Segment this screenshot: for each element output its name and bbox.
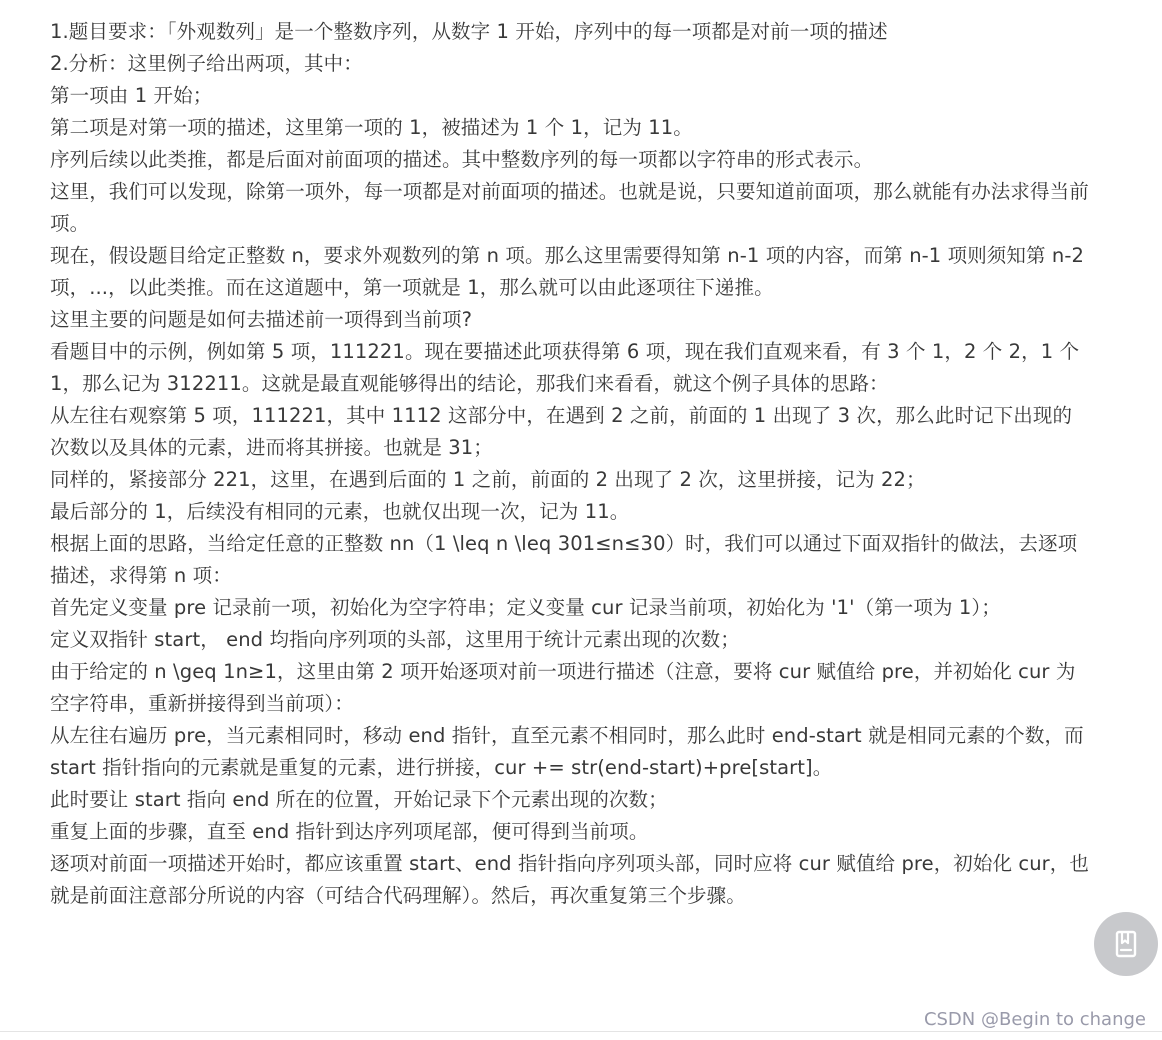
paragraph: 第二项是对第一项的描述，这里第一项的 1，被描述为 1 个 1，记为 11。 xyxy=(50,116,693,139)
paragraph: 从左往右观察第 5 项，111221，其中 1112 这部分中，在遇到 2 之前，前面的 1 出现了 3 次，那么此时记下出现的次数以及具体的元素，进而将其拼接。也就是 31； xyxy=(50,404,1073,459)
paragraph: 最后部分的 1，后续没有相同的元素，也就仅出现一次，记为 11。 xyxy=(50,500,630,523)
article-body xyxy=(50,16,1090,912)
paragraph: 由于给定的 n \geq 1n≥1，这里由第 2 项开始逐项对前一项进行描述（注意，要将 cur 赋值给 pre，并初始化 cur 为空字符串，重新拼接得到当前项）： xyxy=(50,660,1076,715)
paragraph: 这里，我们可以发现，除第一项外，每一项都是对前面项的描述。也就是说，只要知道前面项，那么就能有办法求得当前项。 xyxy=(50,180,1089,235)
paragraph: 同样的，紧接部分 221，这里，在遇到后面的 1 之前，前面的 2 出现了 2 次，这里拼接，记为 22； xyxy=(50,468,926,491)
paragraph: 定义双指针 start， end 均指向序列项的头部，这里用于统计元素出现的次数； xyxy=(50,628,740,651)
paragraph: 从左往右遍历 pre，当元素相同时，移动 end 指针，直至元素不相同时，那么此时 end-start 就是相同元素的个数，而 start 指针指向的元素就是重复的元素，进行拼接，cur += str(end-start)+pre[start]。 xyxy=(50,724,1084,779)
paragraph: 2.分析：这里例子给出两项，其中： xyxy=(50,52,363,75)
paragraph: 1.题目要求：「外观数列」是一个整数序列，从数字 1 开始，序列中的每一项都是对前一项的描述 xyxy=(50,20,888,43)
paragraph: 序列后续以此类推，都是后面对前面项的描述。其中整数序列的每一项都以字符串的形式表示。 xyxy=(50,148,874,171)
paragraph: 首先定义变量 pre 记录前一项，初始化为空字符串；定义变量 cur 记录当前项，初始化为 '1'（第一项为 1）； xyxy=(50,596,1001,619)
paragraph: 此时要让 start 指向 end 所在的位置，开始记录下个元素出现的次数； xyxy=(50,788,668,811)
bookmark-book-icon xyxy=(1111,929,1141,959)
bookmark-button[interactable] xyxy=(1094,912,1158,976)
paragraph: 逐项对前面一项描述开始时，都应该重置 start、end 指针指向序列项头部，同时应将 cur 赋值给 pre，初始化 cur，也就是前面注意部分所说的内容（可结合代码理解）。然后，再次重复第三个步骤。 xyxy=(50,852,1090,907)
paragraph: 现在，假设题目给定正整数 n，要求外观数列的第 n 项。那么这里需要得知第 n-1 项的内容，而第 n-1 项则须知第 n-2 项，...，以此类推。而在这道题中，第一项就是 1，那么就可以由此逐项往下递推。 xyxy=(50,244,1085,299)
paragraph: 这里主要的问题是如何去描述前一项得到当前项? xyxy=(50,308,473,331)
paragraph: 第一项由 1 开始； xyxy=(50,84,213,107)
csdn-watermark: CSDN @Begin to change xyxy=(920,1006,1146,1034)
paragraph: 看题目中的示例，例如第 5 项，111221。现在要描述此项获得第 6 项，现在我们直观来看，有 3 个 1，2 个 2，1 个 1，那么记为 312211。这就是最直观能够得出的结论，那我们来看看，就这个例子具体的思路： xyxy=(50,340,1080,395)
divider xyxy=(0,1031,1162,1032)
paragraph: 重复上面的步骤，直至 end 指针到达序列项尾部，便可得到当前项。 xyxy=(50,820,649,843)
paragraph: 根据上面的思路，当给定任意的正整数 nn（1 \leq n \leq 301≤n≤30）时，我们可以通过下面双指针的做法，去逐项描述，求得第 n 项： xyxy=(50,532,1078,587)
